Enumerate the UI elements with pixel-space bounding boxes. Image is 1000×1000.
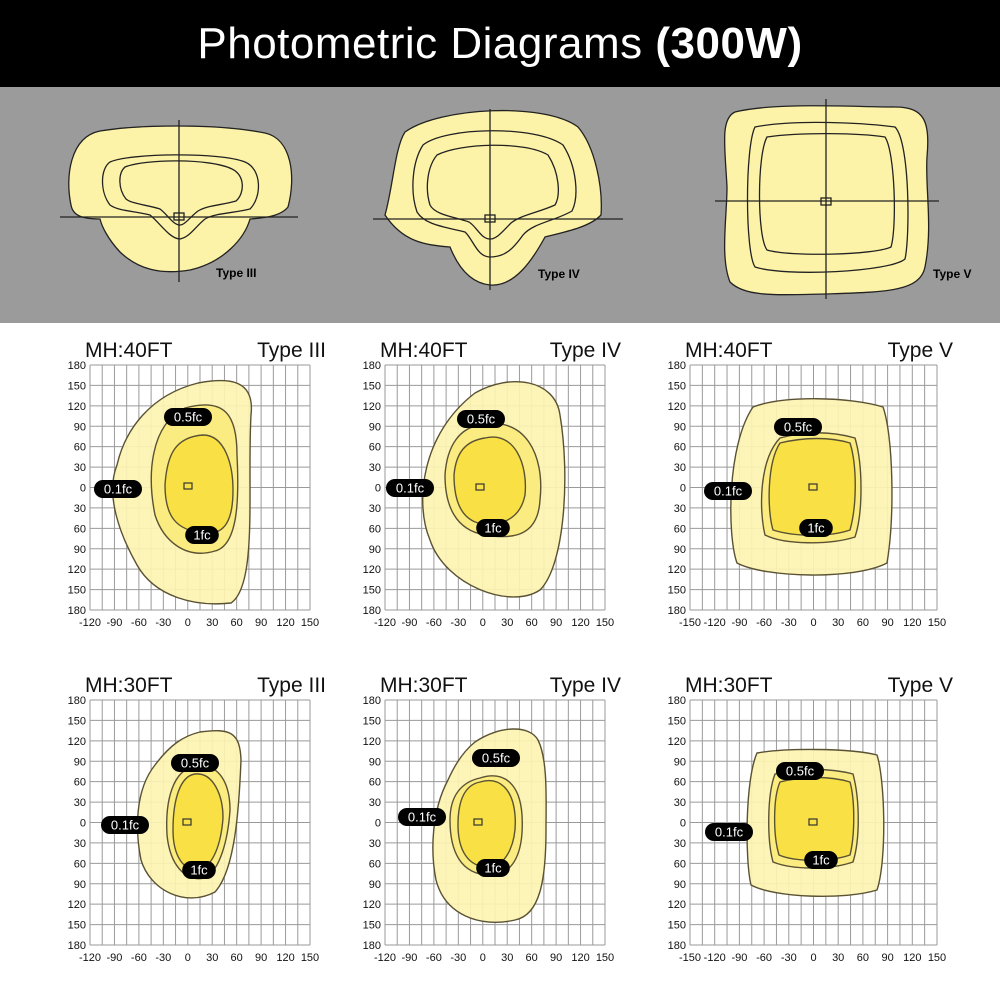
x-tick-label: -150 xyxy=(678,617,702,629)
x-tick-label: -120 xyxy=(78,617,102,629)
overview-type-v xyxy=(705,87,995,323)
y-tick-label: 30 xyxy=(368,502,381,515)
y-tick-label: 120 xyxy=(362,899,381,912)
contour-label-outer xyxy=(705,823,753,841)
x-tick-label: 30 xyxy=(501,617,514,629)
y-tick-label: 60 xyxy=(73,523,86,536)
y-tick-label: 150 xyxy=(667,584,686,597)
distribution-type-label: Type III xyxy=(257,674,326,697)
svg-text:0.1fc: 0.1fc xyxy=(407,809,437,825)
x-tick-label: -120 xyxy=(78,952,102,964)
overview-type-iii-outer xyxy=(69,126,292,272)
x-tick-label: -60 xyxy=(130,617,147,629)
distribution-type-label: Type V xyxy=(887,339,953,362)
x-tick-label: -120 xyxy=(703,952,726,964)
contour-label-inner xyxy=(476,859,510,877)
svg-text:0.1fc: 0.1fc xyxy=(713,483,743,499)
x-tick-label: 150 xyxy=(927,952,947,964)
x-tick-label: 0 xyxy=(479,952,486,964)
isolux-panel xyxy=(350,670,625,970)
x-tick-label: -30 xyxy=(155,617,172,629)
y-tick-label: 30 xyxy=(673,502,686,515)
x-tick-label: 120 xyxy=(571,952,590,964)
x-tick-label: -90 xyxy=(401,617,418,629)
contour-label-mid xyxy=(171,754,219,772)
x-tick-label: 30 xyxy=(832,617,845,629)
svg-text:0.5fc: 0.5fc xyxy=(785,763,815,779)
y-tick-label: 150 xyxy=(67,715,86,728)
svg-text:0.1fc: 0.1fc xyxy=(395,480,425,496)
y-tick-label: 0 xyxy=(79,482,86,495)
x-tick-label: 0 xyxy=(810,952,817,964)
y-tick-label: 90 xyxy=(673,543,686,556)
x-tick-label: -60 xyxy=(425,952,442,964)
y-tick-label: 120 xyxy=(667,899,686,912)
contour-label-mid xyxy=(164,408,212,426)
x-tick-label: 150 xyxy=(300,617,320,629)
page-title xyxy=(0,0,1000,87)
isolux-grid-chart xyxy=(350,670,625,970)
mounting-height-label: MH:40FT xyxy=(85,339,173,362)
x-tick-label: -60 xyxy=(756,617,773,629)
y-tick-label: 30 xyxy=(73,462,86,475)
contour-label-outer xyxy=(386,479,434,497)
y-tick-label: 30 xyxy=(73,502,86,515)
svg-text:0.5fc: 0.5fc xyxy=(481,750,511,766)
svg-text:1fc: 1fc xyxy=(484,520,502,536)
y-tick-label: 60 xyxy=(368,858,381,871)
y-tick-label: 180 xyxy=(667,360,686,372)
x-tick-label: 90 xyxy=(881,952,894,964)
y-tick-label: 0 xyxy=(374,817,381,830)
x-tick-label: 120 xyxy=(903,952,922,964)
contour-label-inner xyxy=(182,861,216,879)
y-tick-label: 180 xyxy=(67,940,86,952)
contour-label-mid xyxy=(776,762,824,780)
x-tick-label: 0 xyxy=(810,617,817,629)
x-tick-label: -60 xyxy=(130,952,147,964)
y-tick-label: 120 xyxy=(67,564,86,577)
x-tick-label: 60 xyxy=(856,952,870,964)
x-tick-label: 0 xyxy=(184,952,191,964)
x-tick-label: 60 xyxy=(230,617,243,629)
y-tick-label: 60 xyxy=(73,441,86,454)
mounting-height-label: MH:40FT xyxy=(685,339,773,362)
x-tick-label: -30 xyxy=(780,952,797,964)
y-tick-label: 30 xyxy=(368,797,381,810)
isolux-panel xyxy=(55,335,330,635)
y-tick-label: 30 xyxy=(673,462,686,475)
x-tick-label: 30 xyxy=(832,952,845,964)
contour-label-inner xyxy=(185,526,219,544)
distribution-type-label: Type V xyxy=(887,674,953,697)
y-tick-label: 90 xyxy=(73,543,86,556)
contour-label-mid xyxy=(457,410,505,428)
y-tick-label: 90 xyxy=(368,756,381,769)
x-tick-label: 150 xyxy=(595,617,615,629)
svg-text:1fc: 1fc xyxy=(484,860,502,876)
y-tick-label: 150 xyxy=(362,584,381,597)
svg-text:1fc: 1fc xyxy=(807,520,825,536)
y-tick-label: 60 xyxy=(73,858,86,871)
title-main: Photometric Diagrams xyxy=(197,19,656,68)
contour-label-inner xyxy=(804,851,838,869)
distribution-type-label: Type III xyxy=(257,339,326,362)
isolux-contour-inner xyxy=(458,781,515,867)
y-tick-label: 90 xyxy=(673,756,686,769)
svg-text:0.1fc: 0.1fc xyxy=(103,481,133,497)
y-tick-label: 120 xyxy=(667,400,686,413)
contour-label-inner xyxy=(799,519,833,537)
y-tick-label: 150 xyxy=(362,715,381,728)
x-tick-label: -30 xyxy=(450,952,467,964)
x-tick-label: 30 xyxy=(206,952,219,964)
overview-type-iii xyxy=(40,87,310,323)
y-tick-label: 150 xyxy=(362,919,381,932)
y-tick-label: 150 xyxy=(667,380,686,393)
x-tick-label: -120 xyxy=(703,617,726,629)
isolux-grid-chart xyxy=(655,670,957,970)
x-tick-label: 120 xyxy=(276,617,295,629)
contour-label-mid xyxy=(472,749,520,767)
y-tick-label: 90 xyxy=(368,421,381,434)
isolux-grid-chart xyxy=(55,335,330,635)
y-tick-label: 150 xyxy=(667,715,686,728)
x-tick-label: 0 xyxy=(184,617,191,629)
distribution-type-label: Type IV xyxy=(549,674,621,697)
y-tick-label: 90 xyxy=(368,878,381,891)
x-tick-label: -30 xyxy=(450,617,467,629)
x-tick-label: 0 xyxy=(479,617,486,629)
overview-type-iii-label: Type III xyxy=(216,266,257,280)
y-tick-label: 90 xyxy=(673,421,686,434)
x-tick-label: -90 xyxy=(106,952,123,964)
x-tick-label: 60 xyxy=(525,617,538,629)
x-tick-label: -120 xyxy=(373,617,397,629)
y-tick-label: 60 xyxy=(73,776,86,789)
y-tick-label: 180 xyxy=(67,605,86,617)
svg-text:0.5fc: 0.5fc xyxy=(783,419,813,435)
y-tick-label: 30 xyxy=(73,797,86,810)
y-tick-label: 90 xyxy=(73,421,86,434)
isolux-panel xyxy=(655,670,957,970)
x-tick-label: 150 xyxy=(300,952,320,964)
y-tick-label: 120 xyxy=(67,735,86,748)
isolux-grid-chart xyxy=(350,335,625,635)
x-tick-label: 60 xyxy=(856,617,870,629)
y-tick-label: 0 xyxy=(679,817,686,830)
x-tick-label: 150 xyxy=(927,617,947,629)
mounting-height-label: MH:30FT xyxy=(380,674,468,697)
svg-text:0.5fc: 0.5fc xyxy=(173,409,203,425)
isolux-panel xyxy=(55,670,330,970)
y-tick-label: 30 xyxy=(673,797,686,810)
y-tick-label: 120 xyxy=(67,400,86,413)
svg-text:0.1fc: 0.1fc xyxy=(714,824,744,840)
contour-label-inner xyxy=(476,519,510,537)
title-bar xyxy=(0,0,1000,87)
mounting-height-label: MH:30FT xyxy=(85,674,173,697)
contour-label-outer xyxy=(101,816,149,834)
y-tick-label: 60 xyxy=(673,858,686,871)
y-tick-label: 0 xyxy=(79,817,86,830)
x-tick-label: 120 xyxy=(571,617,590,629)
x-tick-label: 150 xyxy=(595,952,615,964)
x-tick-label: 90 xyxy=(881,617,894,629)
y-tick-label: 180 xyxy=(362,605,381,617)
x-tick-label: 90 xyxy=(549,952,563,964)
y-tick-label: 30 xyxy=(73,837,86,850)
y-tick-label: 90 xyxy=(73,878,86,891)
y-tick-label: 60 xyxy=(673,523,686,536)
y-tick-label: 30 xyxy=(368,837,381,850)
contour-label-outer xyxy=(398,808,446,826)
x-tick-label: 30 xyxy=(501,952,514,964)
y-tick-label: 120 xyxy=(362,735,381,748)
svg-text:0.5fc: 0.5fc xyxy=(466,411,496,427)
x-tick-label: -30 xyxy=(780,617,797,629)
x-tick-label: -60 xyxy=(425,617,442,629)
x-tick-label: 90 xyxy=(254,952,268,964)
isolux-panel xyxy=(655,335,957,635)
y-tick-label: 60 xyxy=(368,523,381,536)
distribution-type-label: Type IV xyxy=(549,339,621,362)
x-tick-label: -90 xyxy=(731,952,748,964)
x-tick-label: 90 xyxy=(549,617,563,629)
y-tick-label: 30 xyxy=(673,837,686,850)
y-tick-label: 120 xyxy=(667,735,686,748)
x-tick-label: 120 xyxy=(903,617,922,629)
x-tick-label: -60 xyxy=(756,952,773,964)
y-tick-label: 150 xyxy=(667,919,686,932)
x-tick-label: -90 xyxy=(106,617,123,629)
x-tick-label: -90 xyxy=(731,617,748,629)
y-tick-label: 180 xyxy=(67,360,86,372)
x-tick-label: -120 xyxy=(373,952,397,964)
x-tick-label: 60 xyxy=(230,952,243,964)
y-tick-label: 30 xyxy=(368,462,381,475)
y-tick-label: 90 xyxy=(73,756,86,769)
x-tick-label: -150 xyxy=(678,952,702,964)
svg-text:0.5fc: 0.5fc xyxy=(180,755,210,771)
y-tick-label: 0 xyxy=(374,482,381,495)
title-wattage: (300W) xyxy=(655,19,803,68)
isolux-panel xyxy=(350,335,625,635)
y-tick-label: 150 xyxy=(67,380,86,393)
overview-type-iv-outer xyxy=(385,111,601,286)
overview-type-iv-label: Type IV xyxy=(538,267,580,281)
y-tick-label: 180 xyxy=(667,940,686,952)
y-tick-label: 60 xyxy=(673,776,686,789)
x-tick-label: 90 xyxy=(254,617,268,629)
y-tick-label: 0 xyxy=(679,482,686,495)
x-tick-label: 30 xyxy=(206,617,219,629)
x-tick-label: 60 xyxy=(525,952,538,964)
isolux-grid-chart xyxy=(55,670,330,970)
y-tick-label: 90 xyxy=(368,543,381,556)
y-tick-label: 60 xyxy=(368,441,381,454)
y-tick-label: 120 xyxy=(362,400,381,413)
overview-type-iv xyxy=(365,87,635,323)
y-tick-label: 150 xyxy=(67,584,86,597)
y-tick-label: 120 xyxy=(67,899,86,912)
overview-band xyxy=(0,87,1000,323)
mounting-height-label: MH:30FT xyxy=(685,674,773,697)
svg-text:1fc: 1fc xyxy=(812,852,830,868)
x-tick-label: -30 xyxy=(155,952,172,964)
y-tick-label: 180 xyxy=(667,695,686,707)
y-tick-label: 180 xyxy=(67,695,86,707)
y-tick-label: 120 xyxy=(362,564,381,577)
overview-type-v-label: Type V xyxy=(933,267,972,281)
y-tick-label: 180 xyxy=(362,695,381,707)
contour-label-mid xyxy=(774,418,822,436)
y-tick-label: 180 xyxy=(362,360,381,372)
y-tick-label: 150 xyxy=(67,919,86,932)
contour-label-outer xyxy=(94,480,142,498)
x-tick-label: -90 xyxy=(401,952,418,964)
y-tick-label: 60 xyxy=(673,441,686,454)
y-tick-label: 60 xyxy=(368,776,381,789)
isolux-contour-inner xyxy=(454,437,525,524)
svg-text:1fc: 1fc xyxy=(190,862,208,878)
svg-text:0.1fc: 0.1fc xyxy=(110,817,140,833)
mounting-height-label: MH:40FT xyxy=(380,339,468,362)
y-tick-label: 180 xyxy=(362,940,381,952)
y-tick-label: 150 xyxy=(362,380,381,393)
isolux-grid-chart xyxy=(655,335,957,635)
y-tick-label: 120 xyxy=(667,564,686,577)
y-tick-label: 180 xyxy=(667,605,686,617)
contour-label-outer xyxy=(704,482,752,500)
y-tick-label: 90 xyxy=(673,878,686,891)
svg-text:1fc: 1fc xyxy=(193,527,211,543)
isolux-contour-inner xyxy=(165,435,233,533)
x-tick-label: 120 xyxy=(276,952,295,964)
